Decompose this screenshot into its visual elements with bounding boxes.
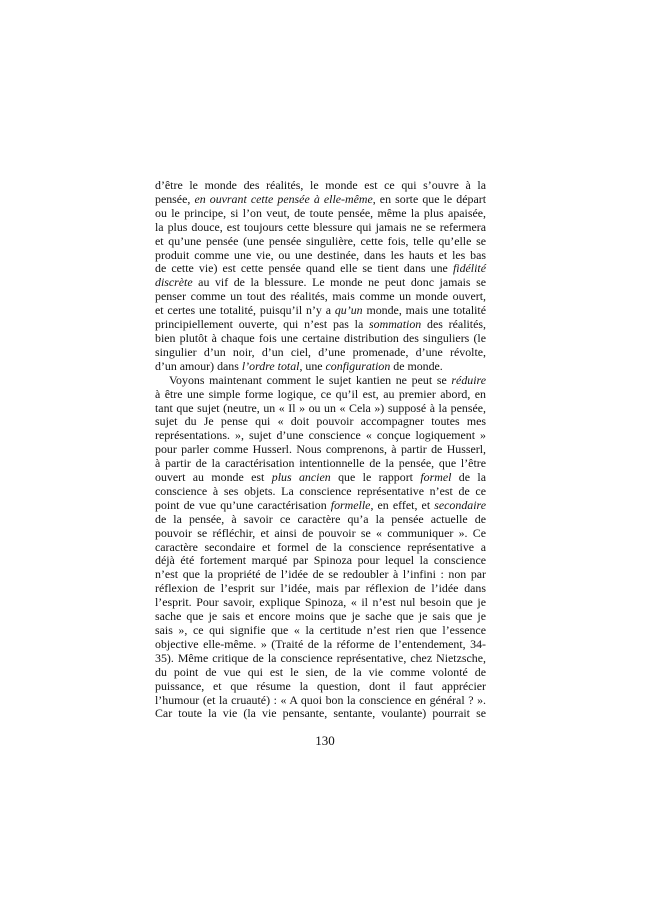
text-segment: déjà été fortement marqué par Spinoza pour lequel la conscience: [155, 553, 486, 568]
text-segment: de monde.: [390, 358, 443, 373]
text-segment: sache que je sais et encore moins que je sache que je sais que je: [155, 609, 486, 624]
text-line: [155, 193, 486, 207]
text-line: [155, 624, 486, 638]
text-line: [155, 666, 486, 680]
text-line: [155, 652, 486, 666]
text-segment: tant que sujet (neutre, un « Il » ou un « Cela ») supposé à la pensée,: [155, 400, 486, 415]
text-line: [155, 346, 486, 360]
text-line: [155, 485, 486, 499]
text-segment: représentations. », sujet d’une conscience « conçue logiquement »: [155, 428, 486, 443]
text-segment: sujet du Je pense qui « doit pouvoir accompagner toutes mes: [155, 414, 486, 429]
text-segment: que le rapport: [330, 470, 421, 485]
text-segment: Voyons maintenant comment le sujet kantien ne peut se: [169, 372, 452, 387]
text-segment: principiellement ouverte, qui n’est pas la: [155, 317, 370, 332]
text-segment: l’humour (et la cruauté) : « A quoi bon la conscience en général ? ».: [155, 692, 486, 707]
text-line: [155, 568, 486, 582]
text-line: [155, 374, 486, 388]
text-line: [155, 471, 486, 485]
text-segment: monde, mais une totalité: [362, 303, 487, 318]
text-line: [155, 582, 486, 596]
text-line: [155, 457, 486, 471]
text-line: [155, 694, 486, 708]
text-line: [155, 235, 486, 249]
text-segment: caractère secondaire et formel de la conscience représentative a: [155, 539, 486, 554]
text-line: [155, 179, 486, 193]
text-line: [155, 360, 486, 374]
text-segment: au vif de la blessure. Le monde ne peut donc jamais se: [192, 275, 486, 290]
italic-text: discrète: [155, 275, 193, 290]
text-line: [155, 249, 486, 263]
text-segment: pour parler comme Husserl. Nous comprenons, à partir de Husserl,: [155, 442, 486, 457]
text-line: [155, 276, 486, 290]
text-segment: du point de vue qui est le sien, de la vie comme volonté de: [155, 664, 486, 679]
italic-text: l’ordre total: [241, 358, 300, 373]
text-segment: de la pensée, à savoir ce caractère qu’a la pensée actuelle de: [155, 511, 486, 526]
text-segment: d’un amour) dans: [155, 358, 242, 373]
text-line: [155, 680, 486, 694]
text-line: [155, 429, 486, 443]
text-segment: des réalités,: [421, 317, 486, 332]
text-segment: sais », ce qui signifie que « la certitude n’est rien que l’essence: [155, 623, 486, 637]
text-line: [155, 527, 486, 541]
text-line: [155, 290, 486, 304]
page-number: 130: [315, 733, 335, 748]
text-segment: l’esprit. Pour savoir, explique Spinoza, « il n’est nul besoin que je: [155, 595, 486, 610]
italic-text: sommation: [369, 317, 422, 332]
text-line: [155, 554, 486, 568]
italic-text: formel: [420, 470, 452, 485]
text-line: [155, 262, 486, 276]
text-segment: de la: [451, 470, 487, 485]
text-line: [155, 402, 486, 416]
text-segment: et qu’une pensée (une pensée singulière, cette fois, telle qu’elle se: [155, 233, 486, 248]
text-line: [155, 443, 486, 457]
text-segment: penser comme un tout des réalités, mais comme un monde ouvert,: [155, 289, 486, 304]
text-segment: , une: [299, 358, 326, 373]
text-segment: d’être le monde des réalités, le monde est ce qui s’ouvre à la: [155, 178, 486, 192]
text-segment: pensée,: [155, 191, 195, 206]
text-segment: 35). Même critique de la conscience représentative, chez Nietzsche,: [155, 650, 486, 665]
text-segment: conscience à ses objets. La conscience représentative n’est de ce: [155, 483, 486, 498]
text-line: [155, 221, 486, 235]
italic-text: réduire: [451, 372, 486, 387]
italic-text: qu’un: [334, 303, 363, 318]
text-segment: objective elle-même. » (Traité de la réforme de l’entendement, 34-: [155, 636, 486, 651]
text-line: [155, 707, 486, 721]
text-line: [155, 304, 486, 318]
text-segment: bien plutôt à chaque fois une certaine distribution des singuliers (le: [155, 330, 486, 345]
text-segment: de cette vie) est cette pensée quand elle se tient dans une: [155, 261, 453, 276]
text-line: [155, 513, 486, 527]
text-line: [155, 638, 486, 652]
text-line: [155, 415, 486, 429]
body-text: [155, 179, 486, 721]
italic-text: en ouvrant cette pensée à elle-même: [194, 191, 373, 206]
text-line: [155, 207, 486, 221]
text-segment: point de vue qu’une caractérisation: [155, 497, 331, 512]
italic-text: plus ancien: [271, 470, 331, 485]
text-line: [155, 596, 486, 610]
italic-text: fidélité: [452, 261, 486, 276]
text-segment: réflexion de l’esprit sur l’idée, mais par réflexion de l’idée dans: [155, 581, 486, 596]
text-segment: , en sorte que le départ: [372, 191, 486, 206]
text-segment: ouvert au monde est: [155, 470, 272, 485]
text-segment: à être une simple forme logique, ce qu’il est, au premier abord, en: [155, 386, 486, 401]
text-segment: , en effet, et: [370, 497, 435, 512]
text-segment: produit comme une vie, ou une destinée, dans les hauts et les bas: [155, 247, 486, 262]
text-line: [155, 332, 486, 346]
text-segment: et certes une totalité, puisqu’il n’y a: [155, 303, 335, 318]
text-line: [155, 541, 486, 555]
text-segment: Car toute la vie (la vie pensante, sentante, voulante) pourrait se: [155, 706, 486, 721]
text-line: [155, 499, 486, 513]
text-segment: pouvoir se réfléchir, et ainsi de pouvoir se « communiquer ». Ce: [155, 525, 486, 540]
text-line: [155, 318, 486, 332]
italic-text: secondaire: [434, 497, 486, 512]
text-segment: n’est que la propriété de l’idée de se redoubler à l’infini : non par: [155, 567, 486, 582]
italic-text: formelle: [330, 497, 371, 512]
text-segment: la plus douce, est toujours cette blessure qui jamais ne se refermera: [155, 219, 486, 234]
text-line: [155, 610, 486, 624]
italic-text: configuration: [325, 358, 391, 373]
text-segment: à partir de la caractérisation intentionnelle de la pensée, que l’être: [155, 456, 486, 471]
text-segment: ou le principe, si l’on veut, de toute pensée, même la plus apaisée,: [155, 205, 486, 220]
text-segment: puissance, et que résume la question, dont il faut apprécier: [155, 678, 486, 693]
text-segment: singulier d’un noir, d’un ciel, d’une promenade, d’une révolte,: [155, 344, 486, 359]
text-line: [155, 388, 486, 402]
